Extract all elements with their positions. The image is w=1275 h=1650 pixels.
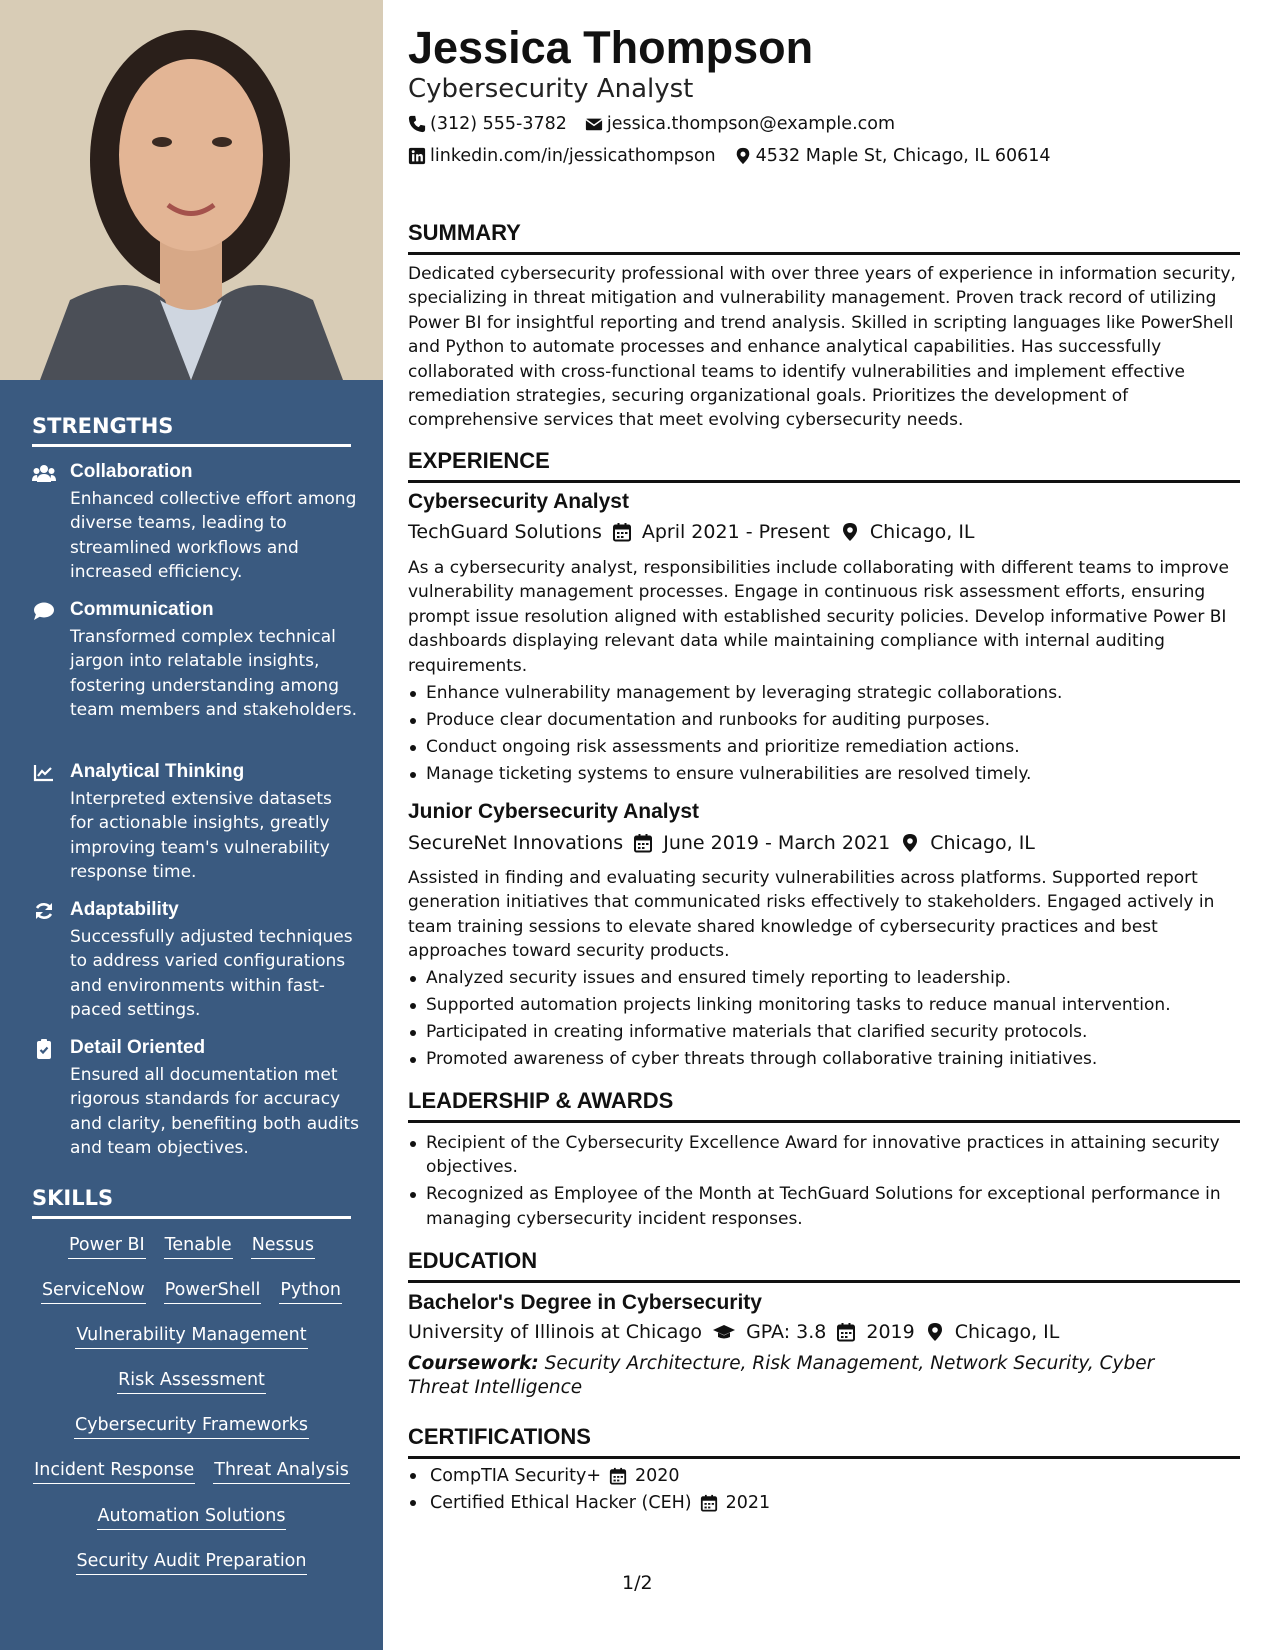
- job-dates: June 2019 - March 2021: [663, 832, 891, 854]
- bullet-item: Analyzed security issues and ensured timely reporting to leadership.: [408, 966, 1240, 990]
- map-pin-icon: [734, 147, 752, 165]
- gpa: GPA: 3.8: [746, 1321, 827, 1343]
- calendar-icon: [609, 1467, 627, 1485]
- leadership-title: LEADERSHIP & AWARDS: [408, 1088, 1240, 1123]
- strengths-title: STRENGTHS: [32, 414, 351, 447]
- strength-title: Analytical Thinking: [70, 761, 245, 782]
- skill-tag: Cybersecurity Frameworks: [74, 1415, 309, 1439]
- education-meta: [408, 1321, 1059, 1343]
- phone-text: (312) 555-3782: [430, 114, 567, 134]
- strength-description: Interpreted extensive datasets for actionable insights, greatly improving team's vulnerability response time.: [70, 789, 332, 883]
- coursework-label: Coursework:: [408, 1353, 539, 1374]
- calendar-icon: [700, 1494, 718, 1512]
- skill-tag: ServiceNow: [41, 1280, 146, 1304]
- job-meta: [408, 832, 1035, 854]
- job-meta: [408, 521, 975, 543]
- linkedin-text: linkedin.com/in/jessicathompson: [430, 146, 716, 166]
- candidate-name: Jessica Thompson: [408, 22, 814, 73]
- address-contact: [734, 146, 1051, 166]
- bullet-item: Recognized as Employee of the Month at TechGuard Solutions for exceptional performance in managing cybersecurity incident responses.: [408, 1182, 1240, 1231]
- job-location: Chicago, IL: [930, 832, 1035, 854]
- job-title: Cybersecurity Analyst: [408, 490, 629, 513]
- page-number: 1/2: [622, 1572, 653, 1594]
- map-pin-icon: [925, 1322, 945, 1342]
- job-description: As a cybersecurity analyst, responsibilities include collaborating with different teams to improve vulnerability management processes. Engage in continuous risk assessment efforts, ensuring prompt issue resolution aligned with established security policies. Develop informative Power BI dashboards displaying relevant data while maintaining compliance with internal auditing requirements.: [408, 558, 1229, 676]
- education-title: EDUCATION: [408, 1248, 1240, 1283]
- linkedin-contact[interactable]: [408, 146, 716, 166]
- phone-icon: [408, 115, 426, 133]
- summary-text: Dedicated cybersecurity professional with over three years of experience in information security, specializing in threat mitigation and vulnerability management. Proven track record of utilizing Power BI for insightful reporting and trend analysis. Skilled in scripting languages like PowerShell and Python to automate processes and enhance analytical capabilities. Has successfully collaborated with cross-functional teams to identify vulnerabilities and implement effective remediation strategies, securing organizational goals. Prioritizes the development of comprehensive services that meet evolving cybersecurity needs.: [408, 264, 1236, 431]
- job-description: Assisted in finding and evaluating security vulnerabilities across platforms. Supported report generation initiatives that communicated risks effectively to stakeholders. Engaged actively in team training sessions to elevate shared knowledge of cybersecurity practices and best approaches toward security products.: [408, 868, 1215, 962]
- job-bullets: [408, 681, 1240, 789]
- certification-name: Certified Ethical Hacker (CEH): [430, 1493, 692, 1513]
- skill-tag: Security Audit Preparation: [76, 1551, 308, 1575]
- skill-tag: Incident Response: [33, 1460, 195, 1484]
- bullet-dot: [410, 1500, 416, 1506]
- bullet-dot: [410, 1473, 416, 1479]
- bullet-item: Enhance vulnerability management by leveraging strategic collaborations.: [408, 681, 1240, 705]
- certification-item: [408, 1466, 680, 1486]
- chat-bubble-icon: [32, 601, 56, 621]
- skills-title: SKILLS: [32, 1186, 351, 1219]
- skills-row: [20, 1280, 363, 1304]
- skill-tag: Python: [279, 1280, 342, 1304]
- skill-tag: Threat Analysis: [213, 1460, 350, 1484]
- phone-contact[interactable]: [408, 114, 567, 134]
- candidate-role: Cybersecurity Analyst: [408, 74, 694, 104]
- skill-tag: Tenable: [164, 1235, 233, 1259]
- strength-title: Adaptability: [70, 899, 179, 920]
- certification-year: 2021: [725, 1493, 771, 1513]
- map-pin-icon: [840, 522, 860, 542]
- degree-title: Bachelor's Degree in Cybersecurity: [408, 1291, 762, 1314]
- strength-description: Transformed complex technical jargon into relatable insights, fostering understanding among team members and stakeholders.: [70, 627, 358, 721]
- skills-row: [20, 1506, 363, 1530]
- envelope-icon: [585, 115, 603, 133]
- strength-description: Enhanced collective effort among diverse teams, leading to streamlined workflows and increased efficiency.: [70, 489, 357, 583]
- strength-title: Detail Oriented: [70, 1037, 206, 1058]
- certification-name: CompTIA Security+: [430, 1466, 601, 1486]
- school-name: University of Illinois at Chicago: [408, 1321, 703, 1343]
- sidebar: [0, 0, 383, 1650]
- coursework-text: Security Architecture, Risk Management, Network Security, Cyber Threat Intelligence: [408, 1353, 1155, 1398]
- skills-row: [20, 1325, 363, 1349]
- company-name: TechGuard Solutions: [408, 521, 602, 543]
- school-location: Chicago, IL: [954, 1321, 1060, 1343]
- sync-icon: [32, 901, 56, 921]
- profile-photo: [0, 0, 383, 380]
- bullet-item: Participated in creating informative materials that clarified security protocols.: [408, 1020, 1240, 1044]
- strength-description: Successfully adjusted techniques to address varied configurations and environments within fast-paced settings.: [70, 927, 353, 1021]
- contact-row: [408, 146, 1051, 166]
- company-name: SecureNet Innovations: [408, 832, 624, 854]
- job-location: Chicago, IL: [869, 521, 975, 543]
- contact-row: [408, 114, 895, 134]
- email-contact[interactable]: [585, 114, 895, 134]
- strength-title: Collaboration: [70, 461, 193, 482]
- bullet-item: Recipient of the Cybersecurity Excellence Award for innovative practices in attaining security objectives.: [408, 1131, 1240, 1180]
- strength-description: Ensured all documentation met rigorous standards for accuracy and clarity, benefiting both audits and team objectives.: [70, 1065, 359, 1159]
- bullet-item: Manage ticketing systems to ensure vulnerabilities are resolved timely.: [408, 762, 1240, 786]
- email-text: jessica.thompson@example.com: [606, 114, 896, 134]
- skills-row: [20, 1551, 363, 1575]
- job-dates: April 2021 - Present: [641, 521, 830, 543]
- bullet-item: Produce clear documentation and runbooks for auditing purposes.: [408, 708, 1240, 732]
- calendar-icon: [836, 1322, 856, 1342]
- experience-title: EXPERIENCE: [408, 448, 1240, 483]
- bullet-item: Conduct ongoing risk assessments and prioritize remediation actions.: [408, 735, 1240, 759]
- chart-line-icon: [32, 763, 56, 783]
- job-title: Junior Cybersecurity Analyst: [408, 800, 699, 823]
- map-pin-icon: [900, 833, 920, 853]
- linkedin-icon: [408, 147, 426, 165]
- leadership-bullets: [408, 1131, 1240, 1234]
- skill-tag: Nessus: [251, 1235, 315, 1259]
- skill-tag: Power BI: [68, 1235, 146, 1259]
- skills-row: [20, 1370, 363, 1394]
- skills-row: [20, 1415, 363, 1439]
- graduation-year: 2019: [866, 1321, 915, 1343]
- certification-year: 2020: [635, 1466, 680, 1486]
- certifications-title: CERTIFICATIONS: [408, 1424, 1240, 1459]
- users-icon: [32, 463, 56, 483]
- address-text: 4532 Maple St, Chicago, IL 60614: [755, 146, 1051, 166]
- bullet-item: Promoted awareness of cyber threats through collaborative training initiatives.: [408, 1047, 1240, 1071]
- skill-tag: Automation Solutions: [97, 1506, 287, 1530]
- summary-title: SUMMARY: [408, 220, 1240, 255]
- skills-row: [20, 1235, 363, 1259]
- skills-row: [20, 1460, 363, 1484]
- clipboard-check-icon: [32, 1039, 56, 1059]
- coursework: [408, 1352, 1208, 1400]
- skill-tag: Vulnerability Management: [75, 1325, 307, 1349]
- skill-tag: PowerShell: [164, 1280, 262, 1304]
- graduation-cap-icon: [712, 1322, 736, 1342]
- bullet-item: Supported automation projects linking monitoring tasks to reduce manual intervention.: [408, 993, 1240, 1017]
- skill-tag: Risk Assessment: [117, 1370, 266, 1394]
- job-bullets: [408, 966, 1240, 1074]
- calendar-icon: [633, 833, 653, 853]
- certification-item: [408, 1493, 770, 1513]
- calendar-icon: [612, 522, 632, 542]
- strength-title: Communication: [70, 599, 214, 620]
